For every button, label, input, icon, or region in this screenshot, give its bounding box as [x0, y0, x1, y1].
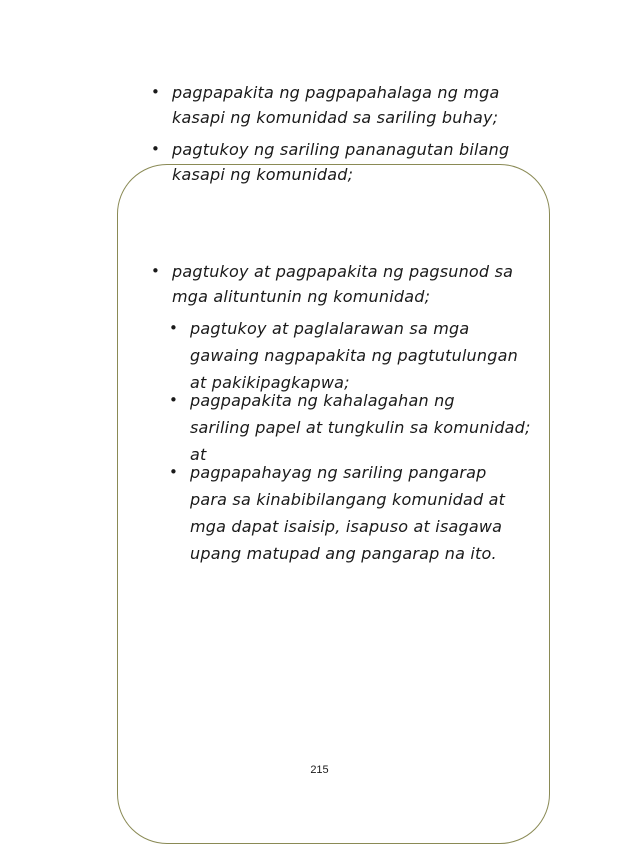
- bullet-icon: •: [169, 463, 179, 481]
- list-item-line: sariling papel at tungkulin sa komunidad;: [190, 418, 531, 437]
- list-item: [151, 137, 510, 187]
- list-item: [151, 259, 514, 309]
- list-item-line: gawaing nagpapakita ng pagtutulungan: [190, 346, 518, 365]
- sub-list-item: [169, 459, 506, 567]
- bullet-icon: •: [151, 140, 161, 158]
- list-item-line: pagtukoy at paglalarawan sa mga: [190, 319, 470, 338]
- list-item-line: at pakikipagkapwa;: [190, 373, 350, 392]
- list-item-line: kasapi ng komunidad;: [172, 165, 354, 184]
- bullet-icon: •: [151, 262, 161, 280]
- list-item-line: pagpapahayag ng sariling pangarap: [190, 463, 487, 482]
- sub-list-item: [169, 387, 531, 468]
- list-item-line: para sa kinabibilangang komunidad at: [190, 490, 506, 509]
- list-item-line: pagpapakita ng kahalagahan ng: [190, 391, 455, 410]
- list-item-line: at: [190, 445, 207, 464]
- list-item: [151, 80, 500, 130]
- bullet-icon: •: [169, 319, 179, 337]
- list-item-line: kasapi ng komunidad sa sariling buhay;: [172, 108, 499, 127]
- bullet-icon: •: [151, 83, 161, 101]
- list-item-line: pagpapakita ng pagpapahalaga ng mga: [172, 83, 500, 102]
- list-item-line: mga dapat isaisip, isapuso at isagawa: [190, 517, 503, 536]
- list-item-line: mga alituntunin ng komunidad;: [172, 287, 431, 306]
- list-item-line: pagtukoy at pagpapakita ng pagsunod sa: [172, 262, 514, 281]
- list-item-line: upang matupad ang pangarap na ito.: [190, 544, 497, 563]
- list-item-line: pagtukoy ng sariling pananagutan bilang: [172, 140, 510, 159]
- bullet-icon: •: [169, 391, 179, 409]
- page-number: 215: [310, 764, 329, 776]
- sub-list-item: [169, 315, 518, 396]
